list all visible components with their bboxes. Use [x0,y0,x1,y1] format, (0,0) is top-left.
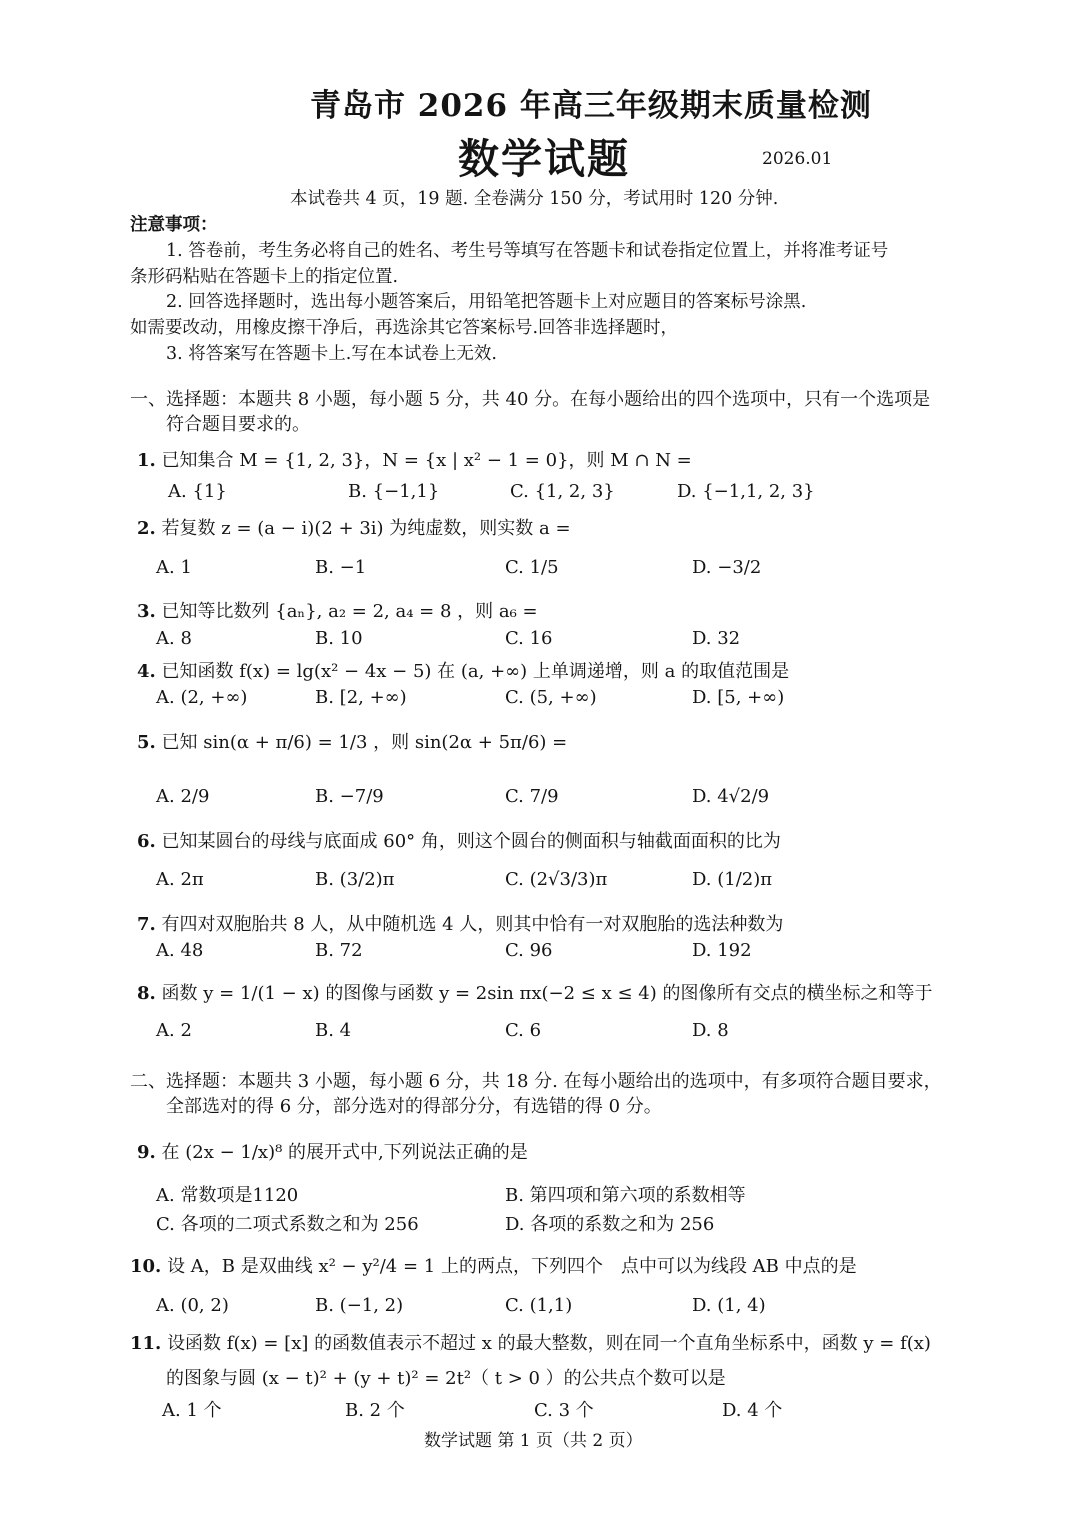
option-a[interactable]: A. {1} [168,481,227,502]
question-text: 在 (2x − 1/x)⁸ 的展开式中,下列说法正确的是 [161,1142,528,1163]
question-number: 2. [137,518,156,539]
question-number: 4. [137,661,156,682]
option-a[interactable]: A. 2π [156,869,204,890]
option-b[interactable]: B. [2, +∞) [315,687,407,708]
question-number: 5. [137,732,156,753]
option-a[interactable]: A. 1 [156,557,192,578]
question-number: 1. [137,450,156,471]
question-text: 已知 sin(α + π/6) = 1/3 ，则 sin(2α + 5π/6) = [161,732,568,753]
notice-heading: 注意事项： [130,215,218,235]
question-text: 有四对双胞胎共 8 人，从中随机选 4 人，则其中恰有一对双胞胎的选法种数为 [161,914,784,935]
question-text: 已知集合 M = {1, 2, 3}，N = {x | x² − 1 = 0}，则 M ∩ N = [161,450,692,471]
question-text: 已知函数 f(x) = lg(x² − 4x − 5) 在 (a, +∞) 上单调递增，则 a 的取值范围是 [161,661,790,682]
question-text: 设 A，B 是双曲线 x² − y²/4 = 1 上的两点，下列四个 点中可以为线段 AB 中点的是 [167,1256,857,1277]
question-11 [130,1329,931,1355]
option-d[interactable]: D. 192 [692,940,752,961]
question-text: 设函数 f(x) = [x] 的函数值表示不超过 x 的最大整数，则在同一个直角坐标系中，函数 y = f(x) [167,1333,931,1354]
option-b[interactable]: B. 72 [315,940,363,961]
option-b[interactable]: B. 第四项和第六项的系数相等 [505,1185,746,1206]
question-4 [137,657,789,683]
option-a[interactable]: A. 1 个 [162,1400,222,1421]
option-c[interactable]: C. {1, 2, 3} [510,481,615,502]
option-d[interactable]: D. [5, +∞) [692,687,785,708]
option-b[interactable]: B. −7/9 [315,786,384,807]
question-2 [137,514,571,540]
option-c[interactable]: C. 6 [505,1020,542,1041]
option-d[interactable]: D. 4 个 [722,1400,783,1421]
option-a[interactable]: A. 2 [156,1020,192,1041]
option-d[interactable]: D. 4√2/9 [692,786,770,807]
notice-line: 1. 答卷前，考生务必将自己的姓名、考生号等填写在答题卡和试卷指定位置上，并将准考证号 [166,241,889,261]
notice-line: 3. 将答案写在答题卡上.写在本试卷上无效. [166,344,497,364]
option-b[interactable]: B. {−1,1} [348,481,440,502]
option-a[interactable]: A. 常数项是1120 [156,1185,299,1206]
option-a[interactable]: A. (0, 2) [156,1295,229,1316]
question-number: 6. [137,831,156,852]
option-d[interactable]: D. {−1,1, 2, 3} [677,481,815,502]
question-1 [137,446,692,472]
question-number: 9. [137,1142,156,1163]
option-a[interactable]: A. (2, +∞) [156,687,248,708]
notice-line: 如需要改动，用橡皮擦干净后，再选涂其它答案标号.回答非选择题时， [130,318,679,338]
question-9 [137,1138,528,1164]
option-b[interactable]: B. 2 个 [345,1400,405,1421]
question-text-cont: 的图象与圆 (x − t)² + (y + t)² = 2t²（ t > 0 ）的公共点个数可以是 [166,1368,726,1389]
option-d[interactable]: D. −3/2 [692,557,762,578]
option-a[interactable]: A. 48 [156,940,204,961]
section2-heading-cont: 全部选对的得 6 分，部分选对的得部分分，有选错的得 0 分。 [166,1096,662,1117]
question-10 [130,1252,857,1278]
option-a[interactable]: A. 2/9 [156,786,210,807]
option-c[interactable]: C. 3 个 [534,1400,594,1421]
question-7 [137,910,783,936]
notice-line: 条形码粘贴在答题卡上的指定位置. [130,267,399,287]
exam-date: 2026.01 [762,149,833,169]
option-d[interactable]: D. 32 [692,628,741,649]
question-number: 3. [137,601,156,622]
question-6 [137,827,781,853]
option-b[interactable]: B. −1 [315,557,367,578]
question-number: 7. [137,914,156,935]
question-text: 已知等比数列 {aₙ}, a₂ = 2, a₄ = 8 ，则 a₆ = [161,601,538,622]
question-number: 8. [137,983,156,1004]
question-3 [137,597,538,623]
option-b[interactable]: B. (−1, 2) [315,1295,404,1316]
section1-heading-cont: 符合题目要求的。 [166,414,310,435]
page-footer: 数学试题 第 1 页（共 2 页） [424,1431,643,1451]
option-c[interactable]: C. 96 [505,940,553,961]
exam-subtitle: 数学试题 [458,135,630,183]
question-text: 函数 y = 1/(1 − x) 的图像与函数 y = 2sin πx(−2 ≤ x ≤ 4) 的图像所有交点的横坐标之和等于 [161,983,933,1004]
question-text: 若复数 z = (a − i)(2 + 3i) 为纯虚数，则实数 a = [161,518,571,539]
question-text: 已知某圆台的母线与底面成 60° 角，则这个圆台的侧面积与轴截面面积的比为 [161,831,781,852]
option-c[interactable]: C. (2√3/3)π [505,869,608,890]
exam-info: 本试卷共 4 页，19 题. 全卷满分 150 分，考试用时 120 分钟. [290,189,779,209]
option-b[interactable]: B. 4 [315,1020,352,1041]
question-5 [137,728,567,754]
option-c[interactable]: C. 16 [505,628,553,649]
section1-heading: 一、选择题：本题共 8 小题，每小题 5 分，共 40 分。在每小题给出的四个选项中，只有一个选项是 [130,389,931,410]
option-c[interactable]: C. 各项的二项式系数之和为 256 [156,1214,419,1235]
notice-line: 2. 回答选择题时，选出每小题答案后，用铅笔把答题卡上对应题目的答案标号涂黑. [166,292,807,312]
option-d[interactable]: D. (1, 4) [692,1295,766,1316]
question-number: 11. [130,1333,162,1354]
section2-heading: 二、选择题：本题共 3 小题，每小题 6 分，共 18 分. 在每小题给出的选项中，有多项符合题目要求， [130,1071,942,1092]
option-d[interactable]: D. 各项的系数之和为 256 [505,1214,715,1235]
option-c[interactable]: C. 7/9 [505,786,559,807]
option-d[interactable]: D. 8 [692,1020,729,1041]
question-8 [137,979,932,1005]
option-a[interactable]: A. 8 [156,628,192,649]
exam-title: 青岛市 2026 年高三年级期末质量检测 [310,88,872,124]
option-c[interactable]: C. 1/5 [505,557,559,578]
question-number: 10. [130,1256,162,1277]
option-d[interactable]: D. (1/2)π [692,869,773,890]
option-c[interactable]: C. (5, +∞) [505,687,597,708]
option-b[interactable]: B. 10 [315,628,363,649]
option-c[interactable]: C. (1,1) [505,1295,573,1316]
option-b[interactable]: B. (3/2)π [315,869,395,890]
